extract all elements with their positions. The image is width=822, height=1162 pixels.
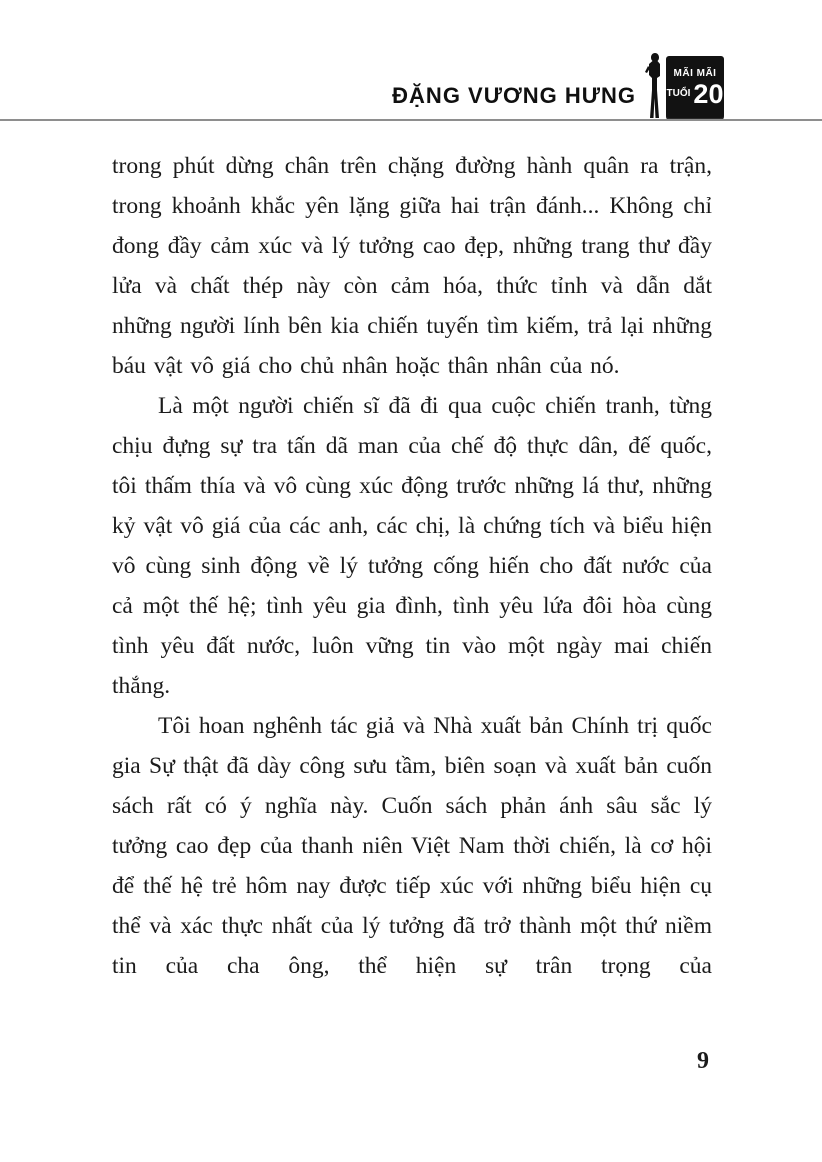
soldier-silhouette-icon [644, 52, 666, 122]
header-divider [0, 119, 822, 121]
series-badge-line2: TUỔI [666, 88, 691, 99]
series-badge-row [667, 80, 724, 108]
series-logo [646, 50, 724, 122]
page-number: 9 [697, 1048, 709, 1074]
running-head-author: ĐẶNG VƯƠNG HƯNG [392, 83, 636, 108]
page-header [0, 0, 822, 122]
series-badge [666, 56, 724, 118]
paragraph-continuation: trong phút dừng chân trên chặng đường hành quân ra trận, trong khoảnh khắc yên lặng giữa hai trận đánh... Không chỉ đong đầy cảm xúc và lý tưởng cao đẹp, những trang thư đầy lửa và chất thép này còn cảm hóa, thức tỉnh và dẫn dắt những người lính bên kia chiến tuyến tìm kiếm, trả lại những báu vật vô giá cho chủ nhân hoặc thân nhân của nó. [112, 153, 712, 379]
page-body [112, 146, 712, 986]
paragraph: Là một người chiến sĩ đã đi qua cuộc chiến tranh, từng chịu đựng sự tra tấn dã man của chế độ thực dân, đế quốc, tôi thấm thía và vô cùng xúc động trước những lá thư, những kỷ vật vô giá của các anh, các chị, là chứng tích và biểu hiện vô cùng sinh động về lý tưởng cống hiến cho đất nước của cả một thế hệ; tình yêu gia đình, tình yêu lứa đôi hòa cùng tình yêu đất nước, luôn vững tin vào một ngày mai chiến thắng. [112, 393, 712, 699]
series-badge-line1: MÃI MÃI [673, 68, 717, 79]
series-badge-number: 20 [693, 79, 724, 109]
paragraph: Tôi hoan nghênh tác giả và Nhà xuất bản Chính trị quốc gia Sự thật đã dày công sưu tầm, biên soạn và xuất bản cuốn sách rất có ý nghĩa này. Cuốn sách phản ánh sâu sắc lý tưởng cao đẹp của thanh niên Việt Nam thời chiến, là cơ hội để thế hệ trẻ hôm nay được tiếp xúc với những biểu hiện cụ thể và xác thực nhất của lý tưởng đã trở thành một thứ niềm tin của cha ông, thể hiện sự trân trọng của [112, 713, 712, 979]
